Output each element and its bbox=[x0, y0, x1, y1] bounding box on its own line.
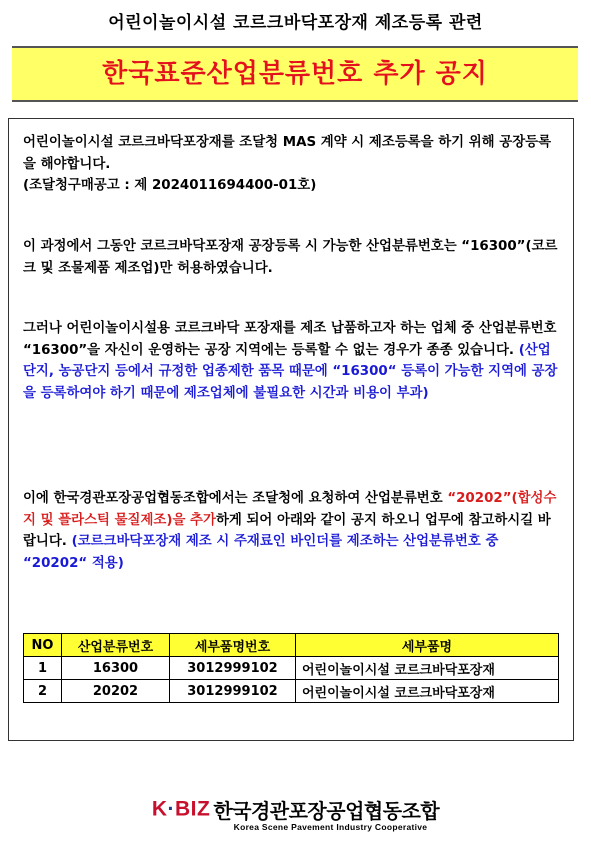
announcement-text-a: 이에 한국경관포장공업협동조합에서는 조달청에 요청하여 산업분류번호 bbox=[23, 491, 448, 506]
table-header-row bbox=[24, 634, 559, 657]
footer-logo bbox=[0, 795, 591, 834]
title-banner bbox=[12, 46, 578, 102]
announcement-note: (코르크바닥포장재 제조 시 주재료인 바인더를 제조하는 산업분류번호 중 “20202“ 적용) bbox=[23, 534, 499, 571]
paragraph-intro bbox=[23, 132, 559, 197]
doc-subtitle: 어린이놀이시설 코르크바닥포장재 제조등록 관련 bbox=[108, 13, 483, 33]
cell-no: 2 bbox=[24, 680, 62, 703]
intro-text: 어린이놀이시설 코르크바닥포장재를 조달청 MAS 계약 시 제조등록을 하기 위해 공장등록을 해야합니다. bbox=[23, 135, 552, 172]
cell-industry-code: 16300 bbox=[62, 657, 170, 680]
header-industry-code: 산업분류번호 bbox=[62, 634, 170, 657]
paragraph-problem bbox=[23, 318, 559, 404]
cell-item-number: 3012999102 bbox=[170, 680, 296, 703]
header-item-number: 세부품명번호 bbox=[170, 634, 296, 657]
content-box bbox=[8, 118, 574, 741]
classification-table bbox=[23, 633, 559, 703]
header-item-name: 세부품명 bbox=[296, 634, 559, 657]
cell-item-name: 어린이놀이시설 코르크바닥포장재 bbox=[296, 680, 559, 703]
kbiz-logo bbox=[152, 795, 439, 832]
announcement-text-b: 하게 되어 아래와 같이 공지 하오니 업무에 참고하시길 바랍니다. bbox=[23, 512, 551, 549]
history-text: 이 과정에서 그동안 코르크바닥포장재 공장등록 시 가능한 산업분류번호는 “16300”(코르크 및 조물제품 제조업)만 허용하였습니다. bbox=[23, 239, 558, 276]
kbiz-wordmark: K·BIZ bbox=[151, 797, 211, 821]
paragraph-announcement bbox=[23, 488, 559, 574]
problem-note: (산업단지, 농공단지 등에서 규정한 업종제한 품목 때문에 “16300“ 등록이 가능한 지역에 공장을 등록하여야 하기 때문에 제조업체에 불필요한 시간과 비용이 부과) bbox=[23, 342, 558, 401]
added-code-highlight: “20202”(합성수지 및 플라스틱 물질제조)을 추가 bbox=[23, 491, 557, 528]
table-row bbox=[24, 680, 559, 703]
org-name-korean: 한국경관포장공업협동조합 bbox=[213, 799, 440, 823]
paragraph-history bbox=[23, 236, 559, 279]
procurement-notice: (조달청구매공고 : 제 2024011694400-01호) bbox=[23, 178, 317, 193]
cell-no: 1 bbox=[24, 657, 62, 680]
cell-item-name: 어린이놀이시설 코르크바닥포장재 bbox=[296, 657, 559, 680]
org-name-english: Korea Scene Pavement Industry Cooperative bbox=[233, 822, 428, 832]
cell-item-number: 3012999102 bbox=[170, 657, 296, 680]
table-row bbox=[24, 657, 559, 680]
problem-text: 그러나 어린이놀이시설용 코르크바닥 포장재를 제조 납품하고자 하는 업체 중 산업분류번호 “16300”을 자신이 운영하는 공장 지역에는 등록할 수 없는 경우가 종종 있습니다. bbox=[23, 321, 557, 358]
doc-title: 한국표준산업분류번호 추가 공지 bbox=[102, 59, 488, 89]
cell-industry-code: 20202 bbox=[62, 680, 170, 703]
header-no: NO bbox=[24, 634, 62, 657]
